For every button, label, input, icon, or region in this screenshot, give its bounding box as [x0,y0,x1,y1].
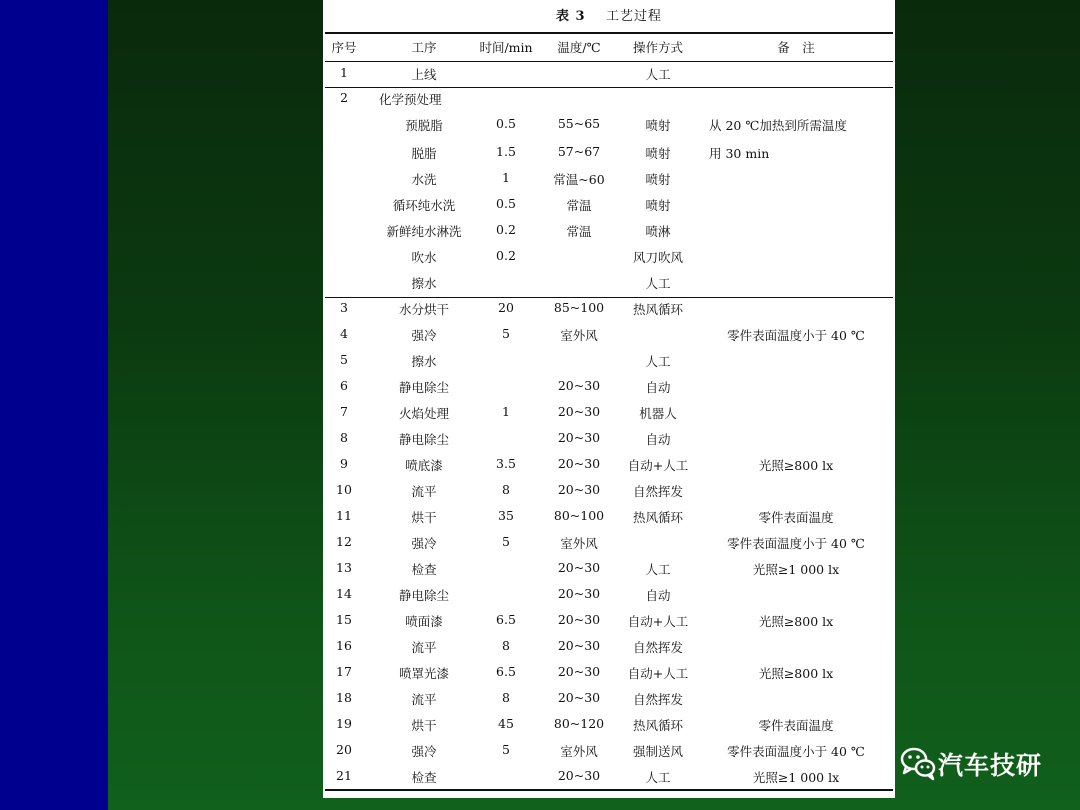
row-no: 8 [340,430,348,445]
row-temp: 20~30 [557,456,601,471]
row-process: 上线 [411,67,437,82]
row-time: 0.2 [496,222,516,237]
row-temp: 20~30 [557,768,601,783]
row-time: 3.5 [496,456,516,471]
table-row [323,170,895,186]
row-time: 8 [502,482,510,497]
row-operation: 喷淋 [645,224,671,239]
row-temp: 20~30 [557,664,601,679]
table-row [323,274,895,290]
row-process: 烘干 [411,718,437,733]
row-process: 水分烘干 [398,302,449,317]
row-process: 擦水 [411,276,437,291]
row-operation: 自动+人工 [627,614,689,629]
row-temp: 20~30 [557,560,601,575]
row-operation: 人工 [645,562,671,577]
row-note: 光照≥1 000 lx [752,562,840,577]
header-time: 时间/min [479,40,533,55]
row-operation: 热风循环 [632,718,683,733]
row-operation: 热风循环 [632,302,683,317]
row-time: 0.5 [496,196,516,211]
row-no: 13 [336,560,352,575]
table-row [323,144,895,160]
row-process: 检查 [411,562,437,577]
row-process: 流平 [411,692,437,707]
table-row [323,378,895,394]
table-row [323,65,895,81]
table-row [323,90,895,106]
row-temp: 常温 [566,224,592,239]
row-temp: 室外风 [560,744,598,759]
row-process: 擦水 [411,354,437,369]
row-temp: 55~65 [557,116,601,131]
table-row [323,638,895,654]
row-no: 20 [336,742,352,757]
process-table [323,0,895,798]
table-caption-number: 表 3 [555,9,586,24]
row-temp: 常温 [566,198,592,213]
table-row [323,222,895,238]
row-note: 零件表面温度小于 40 ℃ [727,328,865,343]
table-row [323,534,895,550]
row-operation: 喷射 [645,198,671,213]
table-row [323,196,895,212]
row-process: 新鲜纯水淋洗 [386,224,462,239]
row-temp: 20~30 [557,690,601,705]
row-operation: 人工 [645,67,671,82]
row-no: 4 [340,326,348,341]
row-no: 1 [340,65,348,80]
row-operation: 自动 [645,588,671,603]
table-row [323,482,895,498]
row-note: 零件表面温度小于 40 ℃ [727,744,865,759]
header-operation: 操作方式 [632,40,683,55]
row-time: 0.2 [496,248,516,263]
table-row [323,430,895,446]
row-no: 6 [340,378,348,393]
row-no: 15 [336,612,352,627]
row-operation: 喷射 [645,146,671,161]
row-time: 6.5 [496,612,516,627]
row-process: 强冷 [411,328,437,343]
row-no: 21 [336,768,352,783]
row-no: 10 [336,482,352,497]
table-top-rule [325,32,893,34]
row-operation: 自动+人工 [627,458,689,473]
row-time: 5 [502,534,510,549]
row-note: 零件表面温度 [758,510,834,525]
header-note: 备 注 [777,40,815,55]
row-process: 静电除尘 [398,432,449,447]
table-row [323,456,895,472]
left-blue-bar [0,0,108,810]
header-no: 序号 [331,40,357,55]
row-time: 6.5 [496,664,516,679]
table-row [323,560,895,576]
row-operation: 热风循环 [632,510,683,525]
row-operation: 喷射 [645,118,671,133]
row-temp: 20~30 [557,378,601,393]
row-no: 3 [340,300,348,315]
row-process: 静电除尘 [398,380,449,395]
header-process: 工序 [411,40,437,55]
row-temp: 常温~60 [553,172,605,187]
row-process: 火焰处理 [398,406,449,421]
row-process: 水洗 [411,172,437,187]
row-time: 20 [498,300,514,315]
row-no: 2 [340,90,348,105]
row-time: 1 [502,170,510,185]
table-row [323,300,895,316]
table-row [323,352,895,368]
row-operation: 人工 [645,354,671,369]
row-note: 零件表面温度小于 40 ℃ [727,536,865,551]
table-caption-title: 工艺过程 [606,9,663,24]
row-time: 1.5 [496,144,516,159]
watermark-text: 汽车技研 [938,751,1043,780]
table-row [323,326,895,342]
row-temp: 20~30 [557,612,601,627]
row-no: 19 [336,716,352,731]
row-process: 喷罩光漆 [398,666,449,681]
row-temp: 20~30 [557,430,601,445]
table-row [323,768,895,784]
row-operation: 风刀吹风 [632,250,683,265]
row-no: 5 [340,352,348,367]
row-operation: 自动+人工 [627,666,689,681]
row-time: 5 [502,742,510,757]
table-row [323,716,895,732]
table-row [323,612,895,628]
table-caption [323,5,895,24]
row-note: 用 30 min [709,146,770,161]
row-note: 光照≥800 lx [758,666,834,681]
row-no: 12 [336,534,352,549]
row-temp: 57~67 [557,144,601,159]
row-process: 预脱脂 [405,118,443,133]
row-no: 7 [340,404,348,419]
row-time: 8 [502,690,510,705]
row-note: 光照≥800 lx [758,614,834,629]
row-no: 18 [336,690,352,705]
row-temp: 室外风 [560,328,598,343]
row-operation: 人工 [645,276,671,291]
header-temp: 温度/℃ [557,40,601,55]
row-time: 8 [502,638,510,653]
table-row [323,690,895,706]
row-note: 光照≥1 000 lx [752,770,840,785]
row-process: 静电除尘 [398,588,449,603]
row-temp: 80~120 [553,716,605,731]
row-process: 强冷 [411,744,437,759]
table-row [323,404,895,420]
table-header-row [323,38,895,54]
header-rule [325,61,893,62]
row-operation: 自动 [645,432,671,447]
row-no: 16 [336,638,352,653]
table-bottom-rule [325,789,893,791]
row-time: 0.5 [496,116,516,131]
wechat-icon [898,742,938,782]
row-process: 化学预处理 [379,92,442,107]
row-note: 从 20 ℃加热到所需温度 [709,118,847,133]
row-note: 零件表面温度 [758,718,834,733]
row-process: 循环纯水洗 [392,198,456,213]
row-process: 流平 [411,484,437,499]
row-operation: 喷射 [645,172,671,187]
row-process: 流平 [411,640,437,655]
row-operation: 自动 [645,380,671,395]
row-process: 检查 [411,770,437,785]
row-process: 吹水 [411,250,437,265]
table-row [323,742,895,758]
row-no: 14 [336,586,352,601]
row-operation: 机器人 [639,406,677,421]
table-row [323,664,895,680]
row-time: 1 [502,404,510,419]
row-note: 光照≥800 lx [758,458,834,473]
row-temp: 20~30 [557,404,601,419]
row-no: 17 [336,664,352,679]
row-process: 喷面漆 [405,614,443,629]
row-temp: 20~30 [557,638,601,653]
row-temp: 85~100 [553,300,605,315]
table-row [323,586,895,602]
row-process: 脱脂 [411,146,437,161]
row-no: 11 [336,508,352,523]
row-temp: 20~30 [557,586,601,601]
row-temp: 20~30 [557,482,601,497]
row-process: 喷底漆 [405,458,443,473]
row-operation: 自然挥发 [632,640,683,655]
section-rule-2 [325,297,893,298]
row-time: 5 [502,326,510,341]
section-rule-1 [325,87,893,88]
row-process: 烘干 [411,510,437,525]
table-row [323,508,895,524]
row-operation: 自然挥发 [632,484,683,499]
row-temp: 室外风 [560,536,598,551]
table-row [323,116,895,132]
row-time: 45 [498,716,514,731]
row-operation: 人工 [645,770,671,785]
row-operation: 强制送风 [632,744,683,759]
row-operation: 自然挥发 [632,692,683,707]
watermark [898,738,1068,784]
row-temp: 80~100 [553,508,605,523]
row-no: 9 [340,456,348,471]
table-row [323,248,895,264]
row-process: 强冷 [411,536,437,551]
row-time: 35 [498,508,514,523]
